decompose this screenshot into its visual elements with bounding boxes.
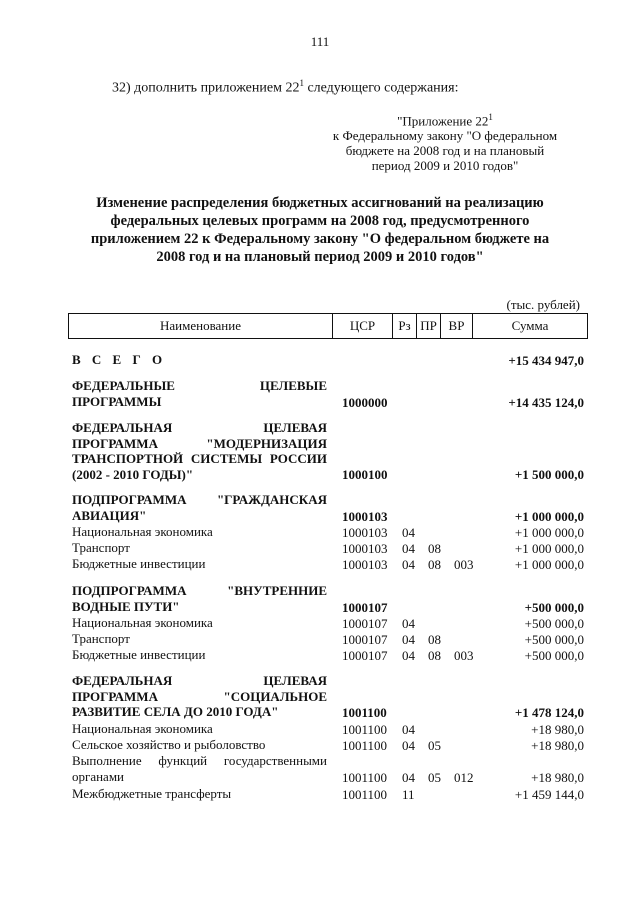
title-line-1: Изменение распределения бюджетных ассигнований на реализацию: [96, 195, 544, 211]
row-rz: 04: [402, 631, 415, 647]
row-csr: 1001100: [342, 721, 388, 737]
row-sum: +1 000 000,0: [514, 524, 584, 540]
appendix-line-4: период 2009 и 2010 годов": [371, 158, 519, 174]
row-sum: +1 000 000,0: [514, 508, 584, 524]
row-csr: 1000107: [342, 615, 388, 631]
table-row: [72, 524, 584, 540]
row-name: ПОДПРОГРАММА "ГРАЖДАНСКАЯ АВИАЦИЯ": [72, 492, 327, 523]
row-sum: +1 478 124,0: [514, 704, 584, 720]
row-csr: 1000107: [342, 647, 388, 663]
row-name: Выполнение функций государственными органами: [72, 753, 327, 784]
row-pr: 05: [428, 769, 441, 785]
row-csr: 1000103: [342, 540, 388, 556]
page-number: 111: [310, 34, 330, 49]
table-row: [72, 556, 584, 572]
header-csr: ЦСР: [333, 314, 393, 338]
title-line-3: приложением 22 к Федеральному закону "О федеральном бюджете на: [90, 231, 550, 247]
row-vr: 003: [454, 647, 474, 663]
row-name: Транспорт: [72, 631, 130, 646]
appendix-header: [300, 110, 590, 173]
table-row: [72, 615, 584, 631]
row-name: Межбюджетные трансферты: [72, 786, 232, 801]
row-csr: 1001100: [342, 737, 388, 753]
row-sum: +500 000,0: [524, 615, 584, 631]
units-label: (тыс. рублей): [506, 297, 580, 312]
row-rz: 04: [402, 737, 415, 753]
row-pr: 08: [428, 647, 441, 663]
row-sum: +18 980,0: [531, 737, 584, 753]
document-title: [60, 194, 580, 266]
row-rz: 04: [402, 615, 415, 631]
intro-text: 32) дополнить приложением 22: [112, 80, 300, 96]
row-csr: 1000103: [342, 508, 388, 524]
title-line-2: федеральных целевых программ на 2008 год, предусмотренного: [110, 213, 530, 229]
row-rz: 04: [402, 647, 415, 663]
table-row: [72, 631, 584, 647]
table-row: [72, 378, 584, 410]
row-name: Бюджетные инвестиции: [72, 647, 206, 662]
header-sum: Сумма: [511, 318, 549, 333]
row-name: ФЕДЕРАЛЬНАЯ ЦЕЛЕВАЯ ПРОГРАММА "МОДЕРНИЗАЦИЯ ТРАНСПОРТНОЙ СИСТЕМЫ РОССИИ (2002 - 2010 ГОДЫ)": [72, 420, 327, 482]
appendix-line-1-text: "Приложение 22: [397, 113, 489, 129]
row-sum: +18 980,0: [531, 769, 584, 785]
row-sum: +15 434 947,0: [508, 352, 584, 368]
table-row: [72, 673, 584, 720]
row-rz: 04: [402, 721, 415, 737]
header-pr: ПР: [417, 314, 441, 338]
row-name: ПОДПРОГРАММА "ВНУТРЕННИЕ ВОДНЫЕ ПУТИ": [72, 583, 327, 614]
row-pr: 05: [428, 737, 441, 753]
table-row: [72, 737, 584, 753]
row-sum: +1 000 000,0: [514, 556, 584, 572]
intro-tail: следующего содержания:: [303, 80, 459, 96]
row-vr: 003: [454, 556, 474, 572]
row-name: ФЕДЕРАЛЬНАЯ ЦЕЛЕВАЯ ПРОГРАММА "СОЦИАЛЬНОЕ РАЗВИТИЕ СЕЛА ДО 2010 ГОДА": [72, 673, 327, 719]
row-sum: +1 500 000,0: [514, 466, 584, 482]
row-csr: 1000107: [342, 599, 388, 615]
row-sum: +18 980,0: [531, 721, 584, 737]
table-row: [72, 492, 584, 524]
row-name: Бюджетные инвестиции: [72, 556, 206, 571]
table-row: [72, 540, 584, 556]
intro-superscript: 1: [299, 78, 304, 88]
header-vr: ВР: [441, 314, 473, 338]
row-rz: 11: [402, 786, 415, 802]
intro-paragraph: [112, 78, 459, 97]
header-rz: Рз: [393, 314, 417, 338]
row-rz: 04: [402, 540, 415, 556]
appendix-line-2: к Федеральному закону "О федеральном: [332, 128, 558, 144]
row-name: Национальная экономика: [72, 615, 213, 630]
table-row: [72, 721, 584, 737]
table-row: [72, 583, 584, 615]
row-sum: +1 459 144,0: [514, 786, 584, 802]
row-pr: 08: [428, 556, 441, 572]
row-csr: 1001100: [342, 769, 388, 785]
row-sum: +500 000,0: [524, 599, 584, 615]
row-sum: +1 000 000,0: [514, 540, 584, 556]
row-name: В С Е Г О: [72, 352, 167, 367]
row-rz: 04: [402, 524, 415, 540]
row-csr: 1000103: [342, 524, 388, 540]
row-csr: 1001100: [342, 786, 388, 802]
appendix-line-3: бюджете на 2008 год и на плановый: [345, 143, 545, 159]
table-row: [72, 647, 584, 663]
header-name: Наименование: [69, 314, 333, 338]
row-pr: 08: [428, 631, 441, 647]
row-name: Транспорт: [72, 540, 130, 555]
row-rz: 04: [402, 556, 415, 572]
table-row: [72, 753, 584, 785]
row-name: Национальная экономика: [72, 524, 213, 539]
table-row: [72, 352, 584, 368]
row-name: ФЕДЕРАЛЬНЫЕ ЦЕЛЕВЫЕ ПРОГРАММЫ: [72, 378, 327, 409]
table-row: [72, 420, 584, 482]
row-csr: 1000100: [342, 466, 388, 482]
row-name: Национальная экономика: [72, 721, 213, 736]
row-csr: 1000107: [342, 631, 388, 647]
row-name: Сельское хозяйство и рыболовство: [72, 737, 266, 752]
row-csr: 1000000: [342, 394, 388, 410]
row-csr: 1000103: [342, 556, 388, 572]
table-header: [68, 313, 588, 339]
row-sum: +14 435 124,0: [508, 394, 584, 410]
row-sum: +500 000,0: [524, 631, 584, 647]
row-sum: +500 000,0: [524, 647, 584, 663]
row-pr: 08: [428, 540, 441, 556]
row-csr: 1001100: [342, 704, 387, 720]
appendix-line-1: [300, 110, 590, 128]
title-line-4: 2008 год и на плановый период 2009 и 2010 годов": [156, 249, 484, 265]
appendix-superscript: 1: [488, 112, 493, 122]
row-vr: 012: [454, 769, 474, 785]
table-row: [72, 786, 584, 802]
row-rz: 04: [402, 769, 415, 785]
